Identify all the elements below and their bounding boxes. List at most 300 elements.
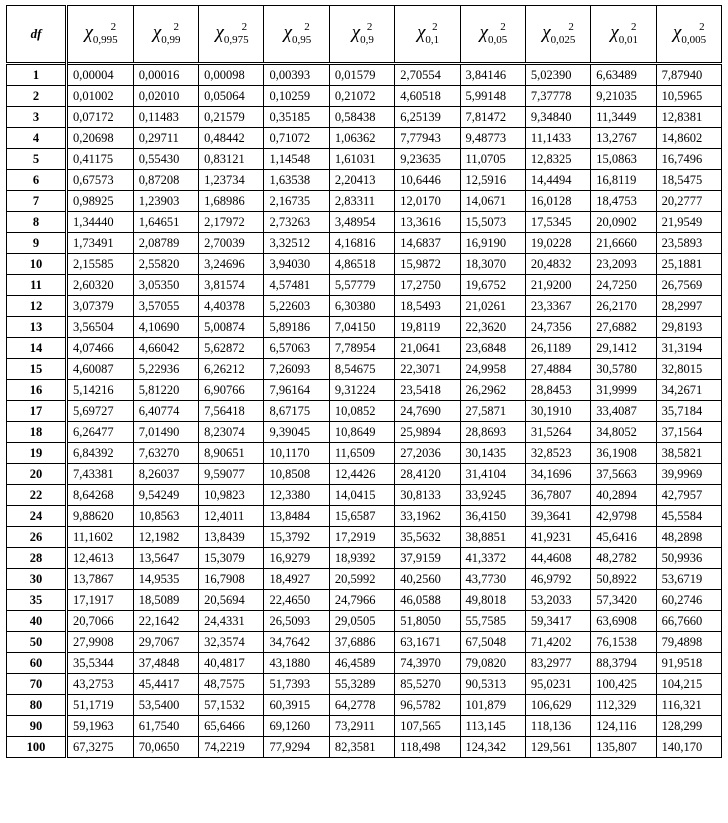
value-cell: 96,5782 <box>395 695 460 716</box>
value-cell: 27,4884 <box>525 359 590 380</box>
value-cell: 14,0671 <box>460 191 525 212</box>
value-cell: 10,9823 <box>199 485 264 506</box>
value-cell: 7,96164 <box>264 380 329 401</box>
df-cell: 11 <box>7 275 67 296</box>
column-header-9 <box>591 6 656 64</box>
value-cell: 33,9245 <box>460 485 525 506</box>
value-cell: 21,0261 <box>460 296 525 317</box>
value-cell: 11,6509 <box>329 443 394 464</box>
df-cell: 5 <box>7 149 67 170</box>
value-cell: 44,4608 <box>525 548 590 569</box>
value-cell: 63,1671 <box>395 632 460 653</box>
column-alpha: 0,025 <box>550 34 576 46</box>
value-cell: 7,78954 <box>329 338 394 359</box>
column-power: 2 <box>241 21 248 33</box>
value-cell: 11,1602 <box>67 527 134 548</box>
value-cell: 9,48773 <box>460 128 525 149</box>
column-power: 2 <box>366 21 373 33</box>
value-cell: 2,70039 <box>199 233 264 254</box>
header-row <box>7 6 722 64</box>
column-power: 2 <box>173 21 179 33</box>
value-cell: 5,89186 <box>264 317 329 338</box>
value-cell: 129,561 <box>525 737 590 758</box>
df-cell: 17 <box>7 401 67 422</box>
value-cell: 50,8922 <box>591 569 656 590</box>
df-header-label: df <box>30 26 42 41</box>
df-cell: 70 <box>7 674 67 695</box>
value-cell: 1,34440 <box>67 212 134 233</box>
value-cell: 13,5647 <box>133 548 198 569</box>
value-cell: 124,116 <box>591 716 656 737</box>
value-cell: 67,5048 <box>460 632 525 653</box>
value-cell: 13,3616 <box>395 212 460 233</box>
value-cell: 0,83121 <box>199 149 264 170</box>
column-power: 2 <box>304 21 310 33</box>
value-cell: 50,9936 <box>656 548 721 569</box>
value-cell: 24,7690 <box>395 401 460 422</box>
value-cell: 6,57063 <box>264 338 329 359</box>
column-header-10 <box>656 6 721 64</box>
value-cell: 116,321 <box>656 695 721 716</box>
value-cell: 0,67573 <box>67 170 134 191</box>
value-cell: 0,11483 <box>133 107 198 128</box>
chi-symbol: χ <box>215 22 224 43</box>
value-cell: 7,77943 <box>395 128 460 149</box>
df-cell: 22 <box>7 485 67 506</box>
value-cell: 6,84392 <box>67 443 134 464</box>
value-cell: 135,807 <box>591 737 656 758</box>
value-cell: 33,4087 <box>591 401 656 422</box>
df-cell: 14 <box>7 338 67 359</box>
value-cell: 19,0228 <box>525 233 590 254</box>
column-header-5 <box>329 6 394 64</box>
value-cell: 26,2170 <box>591 296 656 317</box>
value-cell: 45,5584 <box>656 506 721 527</box>
df-cell: 50 <box>7 632 67 653</box>
value-cell: 0,00004 <box>67 64 134 86</box>
value-cell: 2,15585 <box>67 254 134 275</box>
value-cell: 5,22936 <box>133 359 198 380</box>
value-cell: 0,87208 <box>133 170 198 191</box>
value-cell: 2,16735 <box>264 191 329 212</box>
table-row <box>7 422 722 443</box>
column-alpha: 0,05 <box>488 34 508 46</box>
df-cell: 10 <box>7 254 67 275</box>
value-cell: 32,8523 <box>525 443 590 464</box>
value-cell: 3,84146 <box>460 64 525 86</box>
column-power: 2 <box>699 21 705 33</box>
df-cell: 12 <box>7 296 67 317</box>
value-cell: 0,55430 <box>133 149 198 170</box>
value-cell: 32,8015 <box>656 359 721 380</box>
table-row <box>7 380 722 401</box>
value-cell: 34,1696 <box>525 464 590 485</box>
value-cell: 118,136 <box>525 716 590 737</box>
table-row <box>7 653 722 674</box>
value-cell: 60,2746 <box>656 590 721 611</box>
value-cell: 15,3079 <box>199 548 264 569</box>
table-row <box>7 674 722 695</box>
df-cell: 90 <box>7 716 67 737</box>
value-cell: 67,3275 <box>67 737 134 758</box>
value-cell: 35,7184 <box>656 401 721 422</box>
value-cell: 7,63270 <box>133 443 198 464</box>
value-cell: 11,1433 <box>525 128 590 149</box>
value-cell: 88,3794 <box>591 653 656 674</box>
value-cell: 16,7908 <box>199 569 264 590</box>
value-cell: 77,9294 <box>264 737 329 758</box>
chi-square-table <box>6 5 722 758</box>
value-cell: 20,2777 <box>656 191 721 212</box>
value-cell: 22,3620 <box>460 317 525 338</box>
value-cell: 0,01002 <box>67 86 134 107</box>
value-cell: 29,8193 <box>656 317 721 338</box>
value-cell: 24,7356 <box>525 317 590 338</box>
chi-symbol: χ <box>152 22 162 43</box>
value-cell: 38,8851 <box>460 527 525 548</box>
value-cell: 1,23903 <box>133 191 198 212</box>
value-cell: 18,9392 <box>329 548 394 569</box>
chi-symbol: χ <box>84 22 93 43</box>
df-cell: 7 <box>7 191 67 212</box>
value-cell: 57,3420 <box>591 590 656 611</box>
value-cell: 76,1538 <box>591 632 656 653</box>
value-cell: 16,9190 <box>460 233 525 254</box>
value-cell: 29,1412 <box>591 338 656 359</box>
value-cell: 7,87940 <box>656 64 721 86</box>
value-cell: 3,07379 <box>67 296 134 317</box>
value-cell: 34,7642 <box>264 632 329 653</box>
column-alpha: 0,9 <box>360 34 374 46</box>
value-cell: 26,7569 <box>656 275 721 296</box>
value-cell: 2,70554 <box>395 64 460 86</box>
value-cell: 9,39045 <box>264 422 329 443</box>
value-cell: 124,342 <box>460 737 525 758</box>
column-header-8 <box>525 6 590 64</box>
table-row <box>7 64 722 86</box>
value-cell: 26,5093 <box>264 611 329 632</box>
df-cell: 20 <box>7 464 67 485</box>
table-row <box>7 149 722 170</box>
value-cell: 9,34840 <box>525 107 590 128</box>
value-cell: 19,8119 <box>395 317 460 338</box>
value-cell: 0,10259 <box>264 86 329 107</box>
value-cell: 0,21579 <box>199 107 264 128</box>
value-cell: 0,00098 <box>199 64 264 86</box>
value-cell: 43,1880 <box>264 653 329 674</box>
value-cell: 21,9549 <box>656 212 721 233</box>
value-cell: 26,2962 <box>460 380 525 401</box>
value-cell: 118,498 <box>395 737 460 758</box>
chi-symbol: χ <box>351 22 361 43</box>
value-cell: 0,00016 <box>133 64 198 86</box>
value-cell: 0,05064 <box>199 86 264 107</box>
value-cell: 9,23635 <box>395 149 460 170</box>
value-cell: 16,7496 <box>656 149 721 170</box>
value-cell: 29,7067 <box>133 632 198 653</box>
value-cell: 49,8018 <box>460 590 525 611</box>
value-cell: 10,5965 <box>656 86 721 107</box>
value-cell: 13,7867 <box>67 569 134 590</box>
value-cell: 15,3792 <box>264 527 329 548</box>
table-row <box>7 107 722 128</box>
value-cell: 73,2911 <box>329 716 394 737</box>
value-cell: 8,54675 <box>329 359 394 380</box>
value-cell: 9,31224 <box>329 380 394 401</box>
value-cell: 0,20698 <box>67 128 134 149</box>
table-row <box>7 464 722 485</box>
value-cell: 104,215 <box>656 674 721 695</box>
value-cell: 101,879 <box>460 695 525 716</box>
table-row <box>7 548 722 569</box>
column-power: 2 <box>631 21 637 33</box>
value-cell: 74,3970 <box>395 653 460 674</box>
table-row <box>7 233 722 254</box>
df-cell: 2 <box>7 86 67 107</box>
value-cell: 2,60320 <box>67 275 134 296</box>
table-row <box>7 716 722 737</box>
table-row <box>7 359 722 380</box>
value-cell: 38,5821 <box>656 443 721 464</box>
value-cell: 11,0705 <box>460 149 525 170</box>
df-cell: 15 <box>7 359 67 380</box>
value-cell: 53,2033 <box>525 590 590 611</box>
value-cell: 30,8133 <box>395 485 460 506</box>
value-cell: 25,1881 <box>656 254 721 275</box>
value-cell: 0,21072 <box>329 86 394 107</box>
value-cell: 5,22603 <box>264 296 329 317</box>
value-cell: 5,62872 <box>199 338 264 359</box>
value-cell: 113,145 <box>460 716 525 737</box>
value-cell: 42,9798 <box>591 506 656 527</box>
table-row <box>7 401 722 422</box>
table-row <box>7 695 722 716</box>
value-cell: 3,32512 <box>264 233 329 254</box>
df-cell: 1 <box>7 64 67 86</box>
value-cell: 30,5780 <box>591 359 656 380</box>
value-cell: 48,7575 <box>199 674 264 695</box>
value-cell: 35,5632 <box>395 527 460 548</box>
value-cell: 3,57055 <box>133 296 198 317</box>
value-cell: 48,2782 <box>591 548 656 569</box>
value-cell: 0,07172 <box>67 107 134 128</box>
value-cell: 85,5270 <box>395 674 460 695</box>
value-cell: 23,3367 <box>525 296 590 317</box>
value-cell: 12,1982 <box>133 527 198 548</box>
value-cell: 1,64651 <box>133 212 198 233</box>
table-row <box>7 590 722 611</box>
column-power: 2 <box>500 21 506 33</box>
df-cell: 80 <box>7 695 67 716</box>
value-cell: 15,6587 <box>329 506 394 527</box>
value-cell: 17,2919 <box>329 527 394 548</box>
value-cell: 40,4817 <box>199 653 264 674</box>
value-cell: 20,0902 <box>591 212 656 233</box>
value-cell: 43,2753 <box>67 674 134 695</box>
df-cell: 4 <box>7 128 67 149</box>
value-cell: 12,8381 <box>656 107 721 128</box>
value-cell: 4,16816 <box>329 233 394 254</box>
column-header-4 <box>264 6 329 64</box>
value-cell: 90,5313 <box>460 674 525 695</box>
value-cell: 27,9908 <box>67 632 134 653</box>
value-cell: 100,425 <box>591 674 656 695</box>
value-cell: 12,5916 <box>460 170 525 191</box>
value-cell: 9,21035 <box>591 86 656 107</box>
value-cell: 12,8325 <box>525 149 590 170</box>
value-cell: 61,7540 <box>133 716 198 737</box>
value-cell: 8,90651 <box>199 443 264 464</box>
value-cell: 5,00874 <box>199 317 264 338</box>
column-power: 2 <box>432 21 438 33</box>
value-cell: 13,8439 <box>199 527 264 548</box>
value-cell: 23,6848 <box>460 338 525 359</box>
value-cell: 36,4150 <box>460 506 525 527</box>
column-power: 2 <box>568 21 574 33</box>
value-cell: 3,81574 <box>199 275 264 296</box>
value-cell: 37,6886 <box>329 632 394 653</box>
value-cell: 23,5418 <box>395 380 460 401</box>
value-cell: 36,7807 <box>525 485 590 506</box>
value-cell: 65,6466 <box>199 716 264 737</box>
column-alpha: 0,95 <box>291 34 312 46</box>
value-cell: 53,5400 <box>133 695 198 716</box>
value-cell: 21,9200 <box>525 275 590 296</box>
value-cell: 53,6719 <box>656 569 721 590</box>
df-header <box>7 6 67 64</box>
value-cell: 15,5073 <box>460 212 525 233</box>
value-cell: 34,8052 <box>591 422 656 443</box>
column-alpha: 0,975 <box>223 34 249 46</box>
value-cell: 31,3194 <box>656 338 721 359</box>
value-cell: 10,6446 <box>395 170 460 191</box>
table-row <box>7 212 722 233</box>
value-cell: 2,73263 <box>264 212 329 233</box>
value-cell: 12,4613 <box>67 548 134 569</box>
value-cell: 31,4104 <box>460 464 525 485</box>
df-cell: 35 <box>7 590 67 611</box>
df-cell: 13 <box>7 317 67 338</box>
chi-symbol: χ <box>417 22 426 43</box>
value-cell: 7,81472 <box>460 107 525 128</box>
value-cell: 28,8693 <box>460 422 525 443</box>
value-cell: 4,60518 <box>395 86 460 107</box>
table-row <box>7 737 722 758</box>
value-cell: 31,5264 <box>525 422 590 443</box>
value-cell: 27,5871 <box>460 401 525 422</box>
value-cell: 12,4426 <box>329 464 394 485</box>
value-cell: 24,7250 <box>591 275 656 296</box>
value-cell: 128,299 <box>656 716 721 737</box>
value-cell: 27,2036 <box>395 443 460 464</box>
value-cell: 5,81220 <box>133 380 198 401</box>
value-cell: 2,08789 <box>133 233 198 254</box>
value-cell: 91,9518 <box>656 653 721 674</box>
value-cell: 42,7957 <box>656 485 721 506</box>
value-cell: 12,3380 <box>264 485 329 506</box>
value-cell: 11,3449 <box>591 107 656 128</box>
column-alpha: 0,99 <box>161 34 181 46</box>
value-cell: 4,40378 <box>199 296 264 317</box>
value-cell: 10,8508 <box>264 464 329 485</box>
value-cell: 8,67175 <box>264 401 329 422</box>
value-cell: 22,3071 <box>395 359 460 380</box>
value-cell: 7,01490 <box>133 422 198 443</box>
value-cell: 8,26037 <box>133 464 198 485</box>
df-cell: 19 <box>7 443 67 464</box>
value-cell: 28,8453 <box>525 380 590 401</box>
value-cell: 14,4494 <box>525 170 590 191</box>
value-cell: 79,4898 <box>656 632 721 653</box>
value-cell: 46,9792 <box>525 569 590 590</box>
df-cell: 16 <box>7 380 67 401</box>
df-cell: 30 <box>7 569 67 590</box>
value-cell: 112,329 <box>591 695 656 716</box>
df-cell: 28 <box>7 548 67 569</box>
table-row <box>7 170 722 191</box>
value-cell: 30,1435 <box>460 443 525 464</box>
table-row <box>7 527 722 548</box>
value-cell: 45,6416 <box>591 527 656 548</box>
value-cell: 74,2219 <box>199 737 264 758</box>
value-cell: 45,4417 <box>133 674 198 695</box>
value-cell: 34,2671 <box>656 380 721 401</box>
value-cell: 0,02010 <box>133 86 198 107</box>
chi-symbol: χ <box>283 22 292 43</box>
value-cell: 7,43381 <box>67 464 134 485</box>
table-row <box>7 191 722 212</box>
value-cell: 18,5493 <box>395 296 460 317</box>
value-cell: 55,7585 <box>460 611 525 632</box>
value-cell: 55,3289 <box>329 674 394 695</box>
value-cell: 63,6908 <box>591 611 656 632</box>
value-cell: 18,5475 <box>656 170 721 191</box>
value-cell: 24,9958 <box>460 359 525 380</box>
value-cell: 6,30380 <box>329 296 394 317</box>
value-cell: 0,35185 <box>264 107 329 128</box>
value-cell: 5,99148 <box>460 86 525 107</box>
value-cell: 2,20413 <box>329 170 394 191</box>
value-cell: 8,64268 <box>67 485 134 506</box>
value-cell: 27,6882 <box>591 317 656 338</box>
value-cell: 23,2093 <box>591 254 656 275</box>
value-cell: 37,4848 <box>133 653 198 674</box>
value-cell: 1,61031 <box>329 149 394 170</box>
table-row <box>7 128 722 149</box>
value-cell: 3,24696 <box>199 254 264 275</box>
value-cell: 14,8602 <box>656 128 721 149</box>
value-cell: 7,56418 <box>199 401 264 422</box>
value-cell: 16,9279 <box>264 548 329 569</box>
df-cell: 26 <box>7 527 67 548</box>
table-header <box>7 6 722 64</box>
value-cell: 43,7730 <box>460 569 525 590</box>
table-row <box>7 317 722 338</box>
value-cell: 37,5663 <box>591 464 656 485</box>
value-cell: 7,26093 <box>264 359 329 380</box>
value-cell: 8,23074 <box>199 422 264 443</box>
table-row <box>7 506 722 527</box>
column-power: 2 <box>110 21 117 33</box>
df-cell: 40 <box>7 611 67 632</box>
value-cell: 4,57481 <box>264 275 329 296</box>
value-cell: 1,06362 <box>329 128 394 149</box>
value-cell: 2,17972 <box>199 212 264 233</box>
df-cell: 6 <box>7 170 67 191</box>
value-cell: 3,48954 <box>329 212 394 233</box>
value-cell: 19,6752 <box>460 275 525 296</box>
table-row <box>7 569 722 590</box>
